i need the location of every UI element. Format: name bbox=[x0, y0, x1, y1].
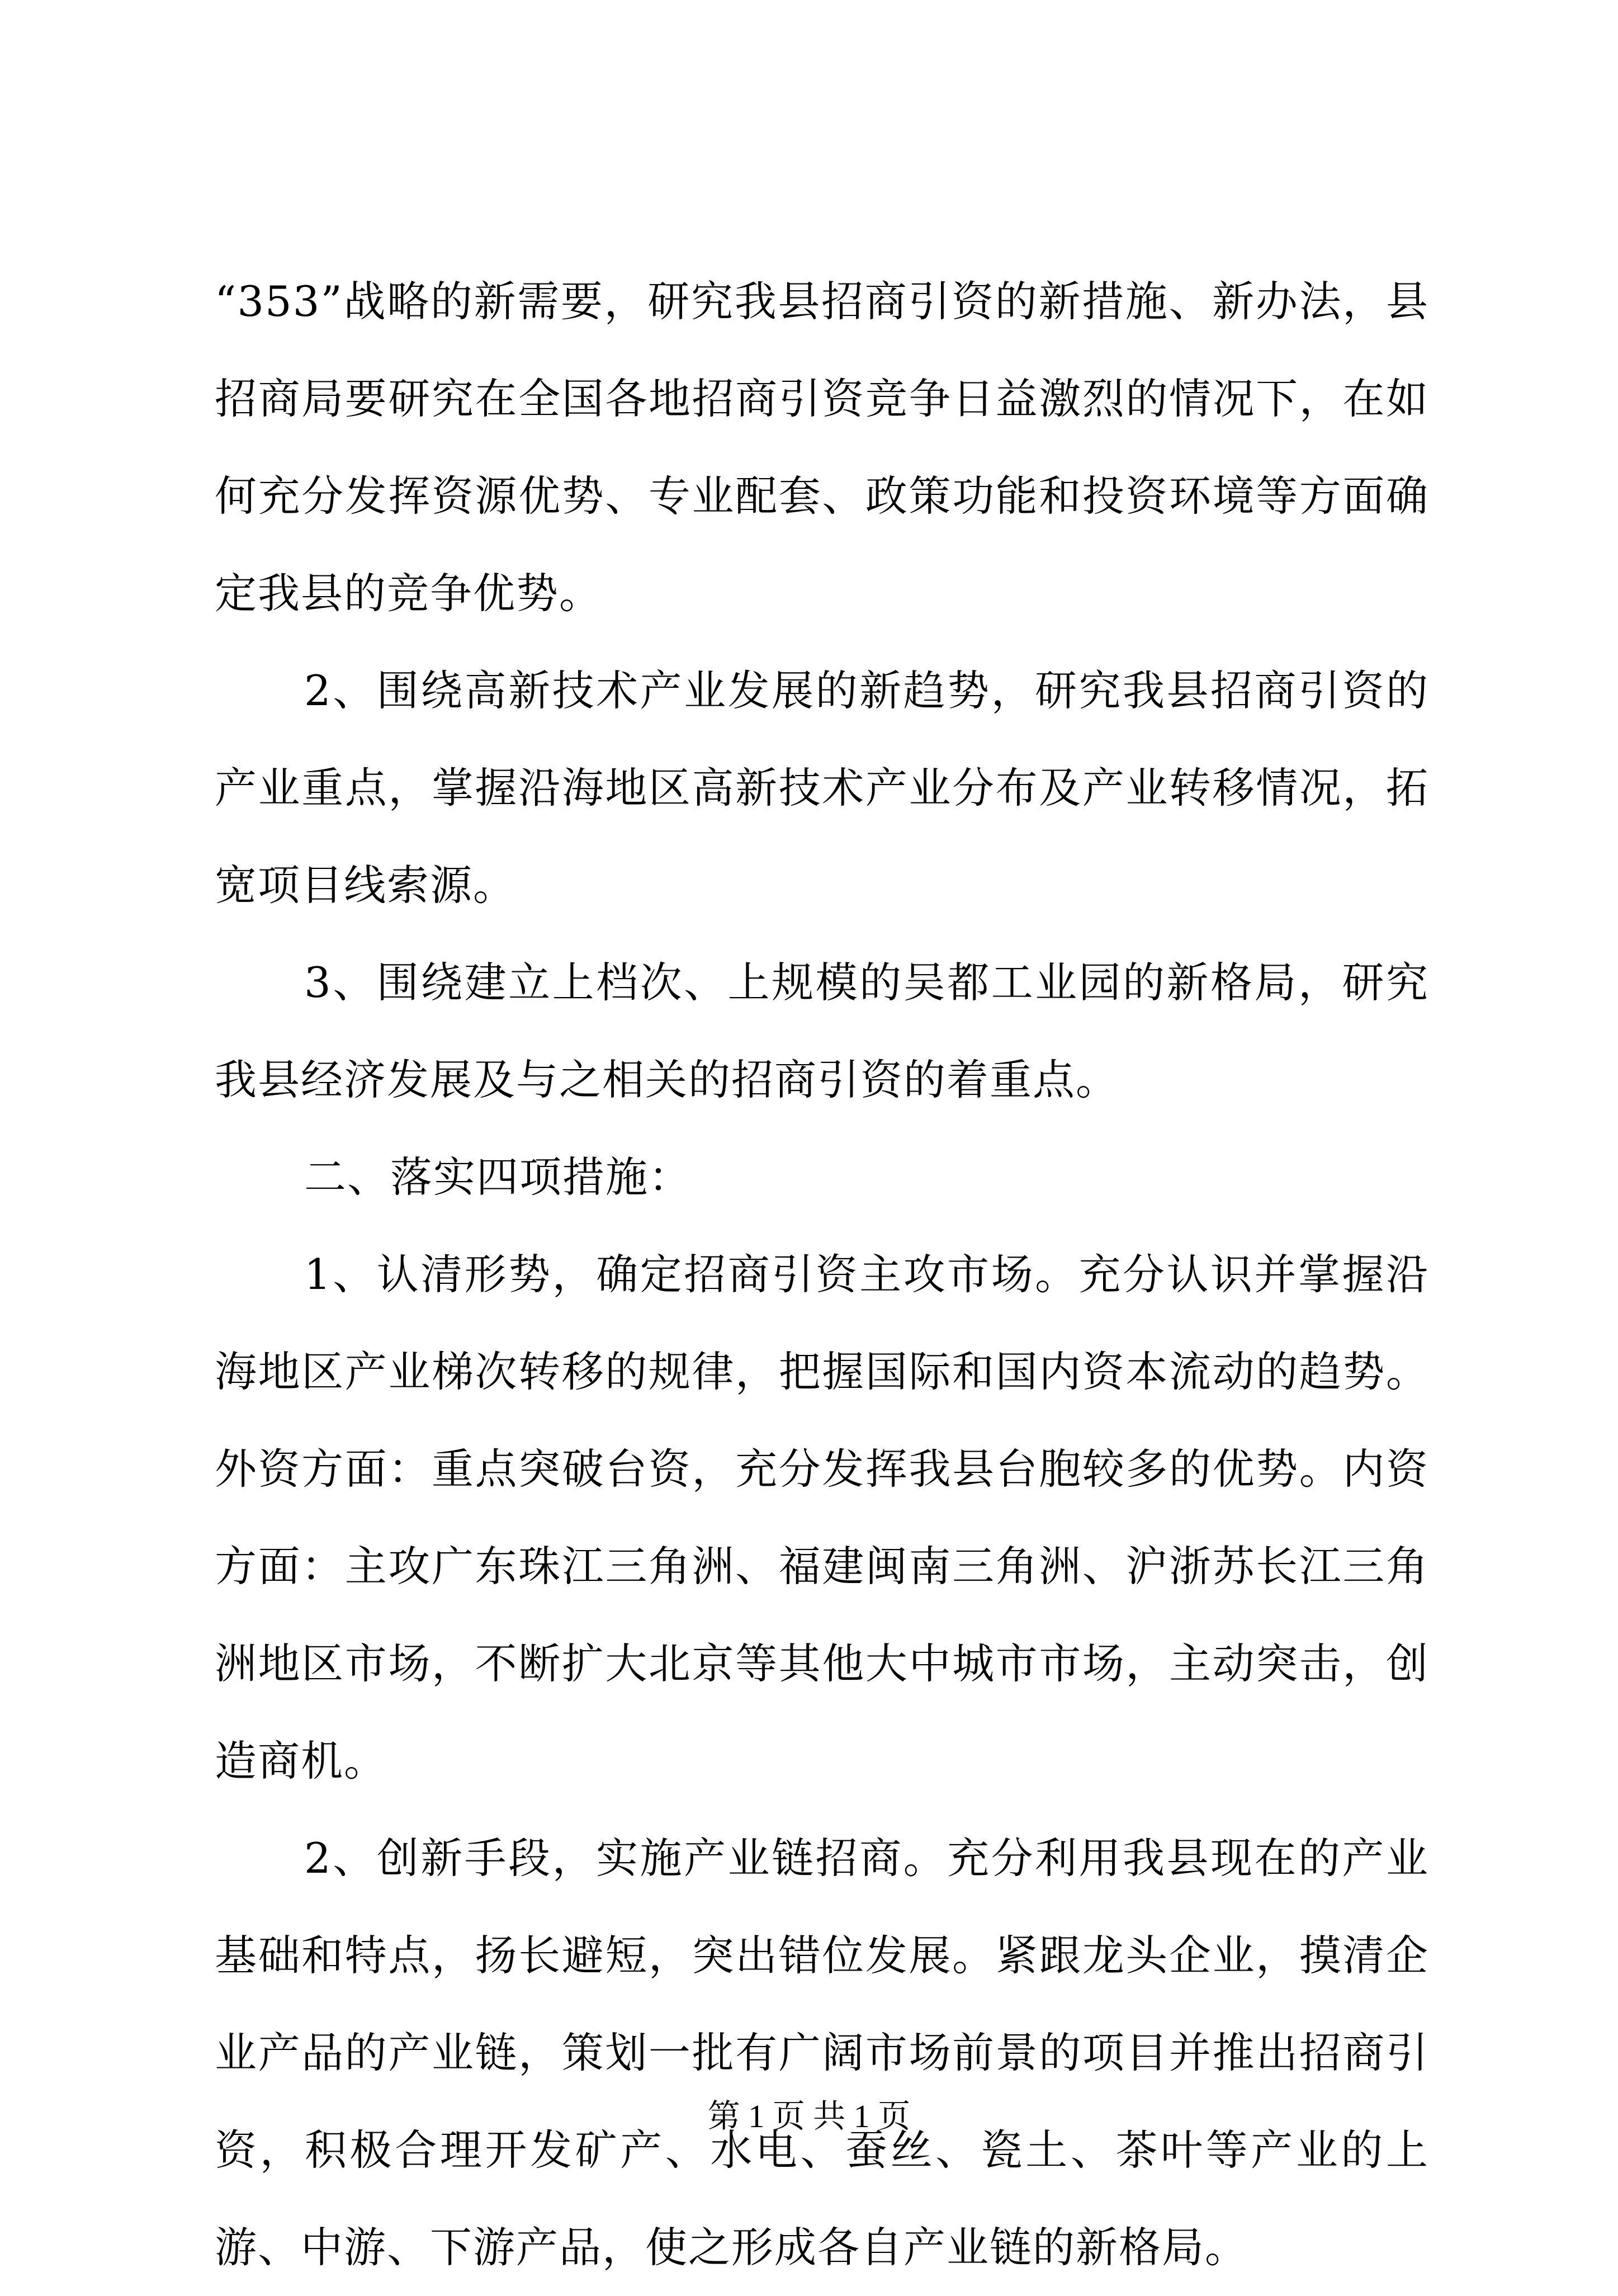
section-heading-four-measures: 二、落实四项措施： bbox=[304, 1152, 692, 1202]
paragraph-item-3-industrial-park: 3、围绕建立上档次、上规模的吴都工业园的新格局，研究我县经济发展及与之相关的招商引资的着重点。 bbox=[215, 958, 1429, 1104]
paragraph-strategy-needs: “353”战略的新需要，研究我县招商引资的新措施、新办法，县招商局要研究在全国各地招商引资竞争日益激烈的情况下，在如何充分发挥资源优势、专业配套、政策功能和投资环境等方面确定我县的竞争优势。 bbox=[215, 277, 1429, 618]
paragraph-measure-2-industry-chain: 2、创新手段，实施产业链招商。充分利用我县现在的产业基础和特点，扬长避短，突出错位发展。紧跟龙头企业，摸清企业产品的产业链，策划一批有广阔市场前景的项目并推出招商引资，积极合理开发矿产、水电、蚕丝、瓷土、茶叶等产业的上游、中游、下游产品，使之形成各自产业链的新格局。 bbox=[215, 1834, 1429, 2272]
document-body bbox=[215, 253, 1429, 2296]
paragraph-item-2-high-tech: 2、围绕高新技术产业发展的新趋势，研究我县招商引资的产业重点，掌握沿海地区高新技术产业分布及产业转移情况，拓宽项目线索源。 bbox=[215, 666, 1429, 910]
paragraph-measure-1-markets: 1、认清形势，确定招商引资主攻市场。充分认识并掌握沿海地区产业梯次转移的规律，把握国际和国内资本流动的趋势。外资方面：重点突破台资，充分发挥我县台胞较多的优势。内资方面：主攻广东珠江三角洲、福建闽南三角洲、沪浙苏长江三角洲地区市场，不断扩大北京等其他大中城市市场，主动突击，创造商机。 bbox=[215, 1250, 1429, 1785]
page-footer: 第 1 页 共 1 页 bbox=[707, 2098, 911, 2134]
